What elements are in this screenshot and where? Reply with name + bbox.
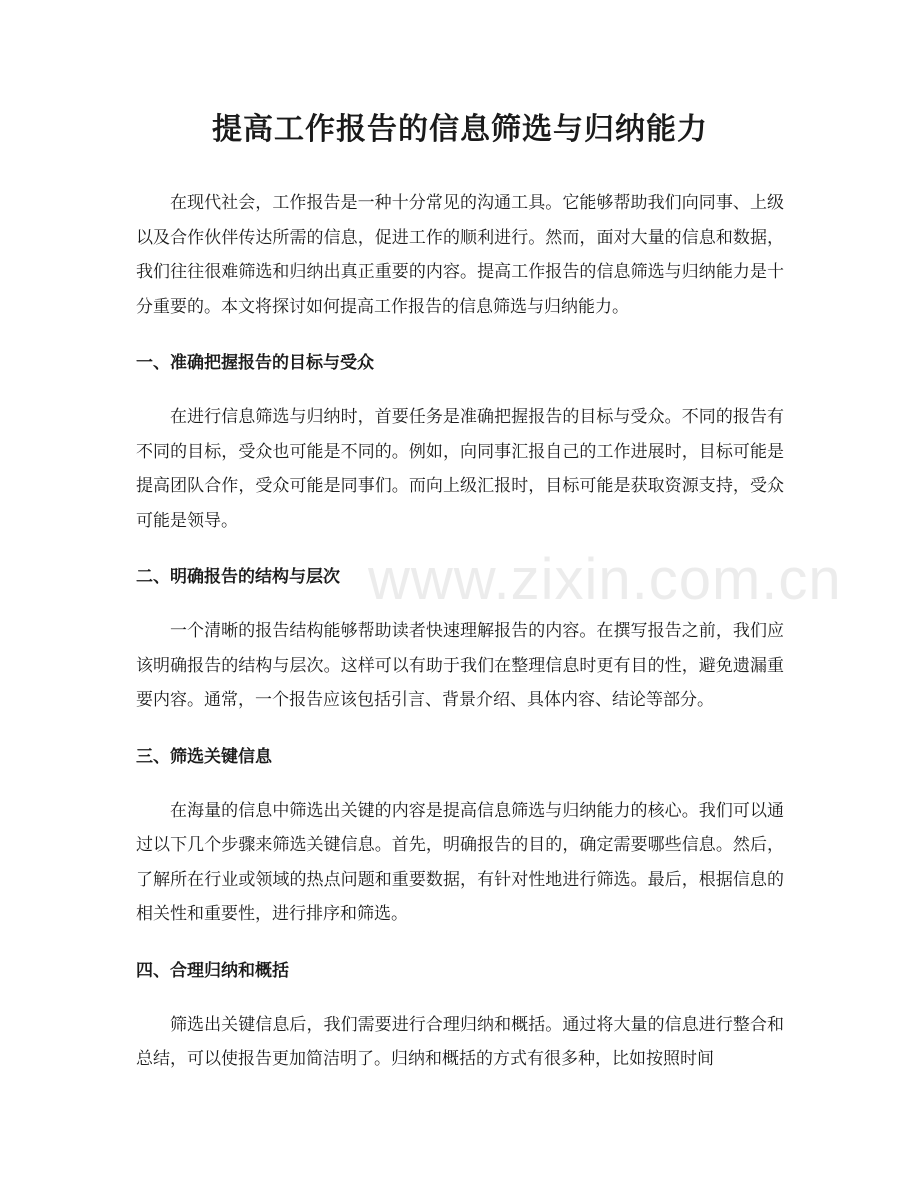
section-heading-1: 一、准确把握报告的目标与受众 <box>136 353 374 373</box>
document-title: 提高工作报告的信息筛选与归纳能力 <box>212 112 708 147</box>
section-body-1: 在进行信息筛选与归纳时，首要任务是准确把握报告的目标与受众。不同的报告有不同的目标，受众也可能是不同的。例如，向同事汇报自己的工作进展时，目标可能是提高团队合作，受众可能是同事们。而向上级汇报时，目标可能是获取资源支持，受众可能是领导。 <box>136 407 784 531</box>
section-body-4: 筛选出关键信息后，我们需要进行合理归纳和概括。通过将大量的信息进行整合和总结，可以使报告更加简洁明了。归纳和概括的方式有很多种，比如按照时间 <box>136 1014 784 1069</box>
section-heading-2: 二、明确报告的结构与层次 <box>136 567 340 587</box>
section-heading-4: 四、合理归纳和概括 <box>136 960 289 981</box>
watermark: www.zixin.com.cn <box>368 547 842 612</box>
section-heading-3: 三、筛选关键信息 <box>136 746 272 767</box>
intro-paragraph: 在现代社会，工作报告是一种十分常见的沟通工具。它能够帮助我们向同事、上级以及合作伙伴传达所需的信息，促进工作的顺利进行。然而，面对大量的信息和数据，我们往往很难筛选和归纳出真正重要的内容。提高工作报告的信息筛选与归纳能力是十分重要的。本文将探讨如何提高工作报告的信息筛选与归纳能力。 <box>136 193 784 317</box>
section-body-2: 一个清晰的报告结构能够帮助读者快速理解报告的内容。在撰写报告之前，我们应该明确报告的结构与层次。这样可以有助于我们在整理信息时更有目的性，避免遗漏重要内容。通常，一个报告应该包括引言、背景介绍、具体内容、结论等部分。 <box>136 621 784 710</box>
section-body-3: 在海量的信息中筛选出关键的内容是提高信息筛选与归纳能力的核心。我们可以通过以下几个步骤来筛选关键信息。首先，明确报告的目的，确定需要哪些信息。然后，了解所在行业或领域的热点问题和重要数据，有针对性地进行筛选。最后，根据信息的相关性和重要性，进行排序和筛选。 <box>136 800 784 924</box>
